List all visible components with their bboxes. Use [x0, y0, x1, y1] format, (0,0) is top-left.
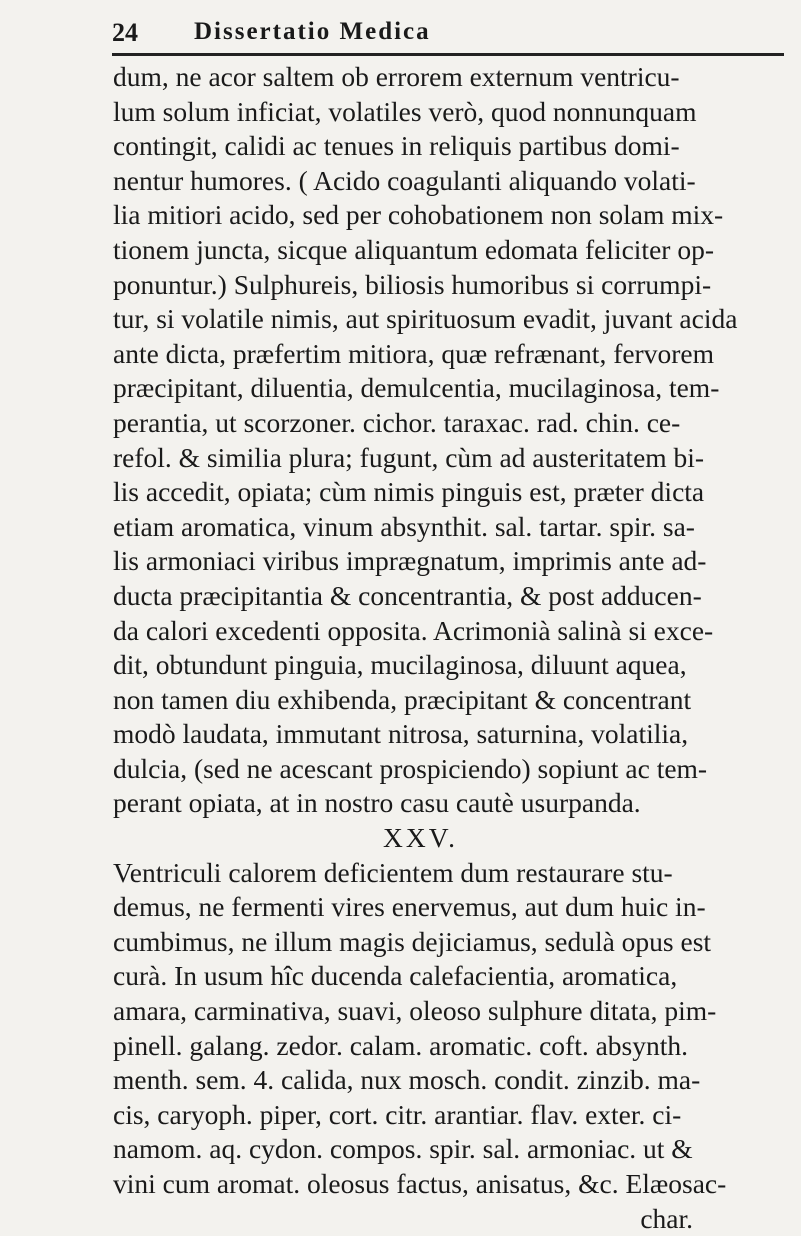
body-text	[113, 60, 788, 1236]
text-line: lis armoniaci viribus imprægnatum, imprimis ante ad-	[113, 545, 707, 577]
text-line: lum solum inficiat, volatiles verò, quod nonnunquam	[113, 95, 697, 127]
text-line: non tamen diu exhibenda, præcipitant & concentrant	[113, 683, 692, 715]
text-line: namom. aq. cydon. compos. spir. sal. armoniac. ut &	[113, 1133, 693, 1165]
catchword: char.	[640, 1202, 693, 1234]
text-line: nentur humores. ( Acido coagulanti aliquando volati-	[113, 164, 696, 196]
text-line: dulcia, (sed ne acescant prospiciendo) sopiunt ac tem-	[113, 752, 708, 784]
text-line: menth. sem. 4. calida, nux mosch. condit. zinzib. ma-	[113, 1064, 701, 1096]
text-line: perantia, ut scorzoner. cichor. taraxac. rad. chin. ce-	[113, 406, 681, 438]
text-line: tur, si volatile nimis, aut spirituosum evadit, juvant acida	[113, 303, 738, 335]
section-number: XXV.	[383, 822, 458, 854]
text-line: modò laudata, immutant nitrosa, saturnina, volatilia,	[113, 718, 689, 750]
text-line: cis, caryoph. piper, cort. citr. arantiar. flav. exter. ci-	[113, 1098, 682, 1130]
text-line: pinell. galang. zedor. calam. aromatic. coft. absynth.	[113, 1029, 689, 1061]
text-line: tionem juncta, sicque aliquantum edomata feliciter op-	[113, 233, 714, 265]
text-line: contingit, calidi ac tenues in reliquis partibus domi-	[113, 130, 680, 162]
text-line: da calori excedenti opposita. Acrimonià salinà si exce-	[113, 614, 714, 646]
page-header	[112, 14, 782, 54]
text-line: perant opiata, at in nostro casu cautè usurpanda.	[113, 787, 641, 819]
running-title: Dissertatio Medica	[194, 18, 431, 45]
text-line: ponuntur.) Sulphureis, biliosis humoribus si corrumpi-	[113, 268, 712, 300]
text-line: refol. & similia plura; fugunt, cùm ad austeritatem bi-	[113, 441, 705, 473]
text-line: amara, carminativa, suavi, oleoso sulphure ditata, pim-	[113, 995, 717, 1027]
text-line: curà. In usum hîc ducenda calefacientia, aromatica,	[113, 960, 678, 992]
text-line: vini cum aromat. oleosus factus, anisatus, &c. Elæosac-	[113, 1168, 727, 1199]
text-line: ducta præcipitantia & concentrantia, & post adducen-	[113, 579, 702, 611]
text-line: ante dicta, præfertim mitiora, quæ refrænant, fervorem	[113, 337, 714, 369]
text-line: etiam aromatica, vinum absynthit. sal. tartar. spir. sa-	[113, 510, 695, 542]
text-line: cumbimus, ne illum magis dejiciamus, sedulà opus est	[113, 925, 712, 957]
text-line: præcipitant, diluentia, demulcentia, mucilaginosa, tem-	[113, 372, 720, 404]
text-line: lis accedit, opiata; cùm nimis pinguis est, præter dicta	[113, 476, 705, 508]
text-line: demus, ne fermenti vires enervemus, aut dum huic in-	[113, 891, 706, 923]
text-line: Ventriculi calorem deficientem dum restaurare stu-	[113, 856, 673, 888]
text-line: dum, ne acor saltem ob errorem externum ventricu-	[113, 61, 680, 92]
text-line: dit, obtundunt pinguia, mucilaginosa, diluunt aquea,	[113, 649, 687, 681]
header-rule	[112, 53, 784, 56]
page-number: 24	[112, 18, 138, 47]
text-line: lia mitiori acido, sed per cohobationem non solam mix-	[113, 199, 724, 231]
